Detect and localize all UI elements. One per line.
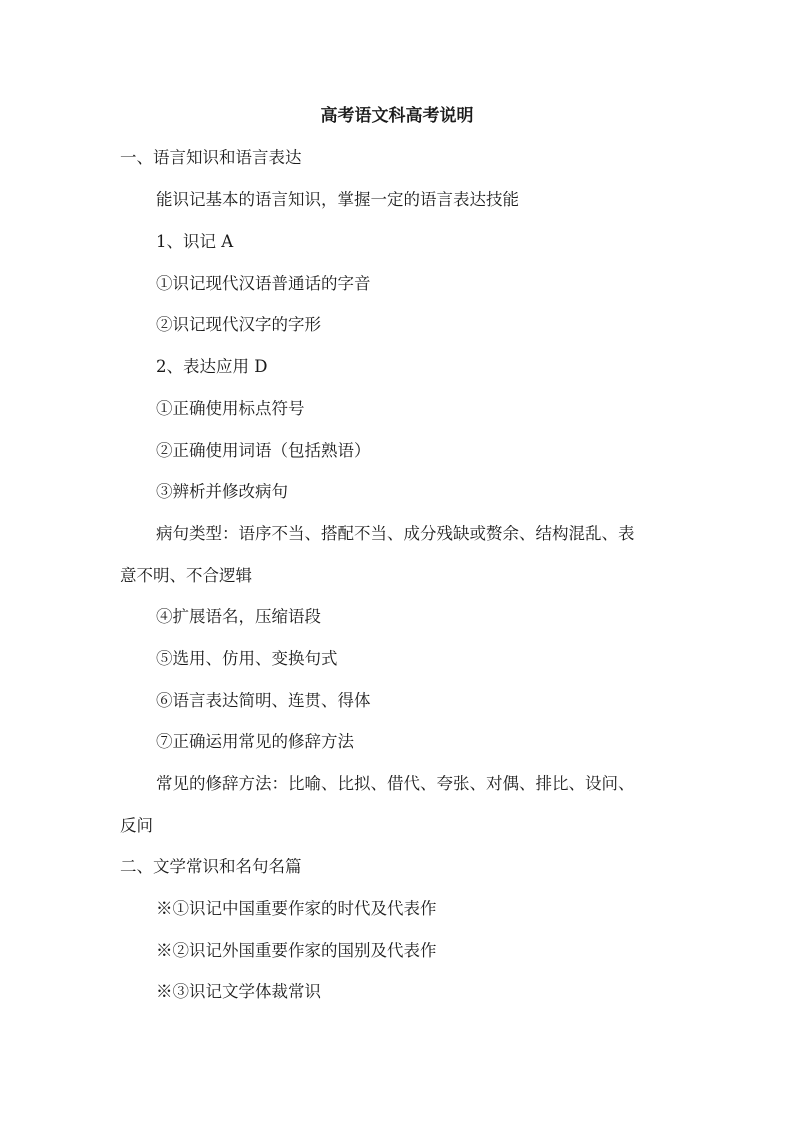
subheading: 2、表达应用 D bbox=[156, 357, 268, 376]
section-heading: 二、文学常识和名句名篇 bbox=[120, 857, 302, 876]
list-item: ※①识记中国重要作家的时代及代表作 bbox=[156, 899, 437, 918]
document-title: 高考语文科高考说明 bbox=[320, 106, 474, 126]
section-heading: 一、语言知识和语言表达 bbox=[120, 148, 302, 167]
list-item: ②正确使用词语（包括熟语） bbox=[156, 441, 371, 460]
list-item: ※③识记文学体裁常识 bbox=[156, 982, 321, 1001]
list-item: ④扩展语名，压缩语段 bbox=[156, 607, 321, 626]
list-item: ※②识记外国重要作家的国别及代表作 bbox=[156, 941, 437, 960]
list-item: ①识记现代汉语普通话的字音 bbox=[156, 274, 371, 293]
subheading: 1、识记 A bbox=[156, 232, 234, 251]
list-item: ①正确使用标点符号 bbox=[156, 399, 305, 418]
paragraph-line: 常见的修辞方法：比喻、比拟、借代、夸张、对偶、排比、设问、 bbox=[156, 774, 635, 793]
list-item: ②识记现代汉字的字形 bbox=[156, 315, 321, 334]
paragraph-line: 反问 bbox=[120, 816, 153, 835]
paragraph-line: 意不明、不合逻辑 bbox=[120, 566, 252, 585]
paragraph-line: 能识记基本的语言知识，掌握一定的语言表达技能 bbox=[156, 190, 519, 209]
paragraph-line: 病句类型：语序不当、搭配不当、成分残缺或赘余、结构混乱、表 bbox=[156, 524, 635, 543]
list-item: ③辨析并修改病句 bbox=[156, 482, 288, 501]
list-item: ⑦正确运用常见的修辞方法 bbox=[156, 732, 354, 751]
list-item: ⑤选用、仿用、变换句式 bbox=[156, 649, 338, 668]
list-item: ⑥语言表达简明、连贯、得体 bbox=[156, 691, 371, 710]
